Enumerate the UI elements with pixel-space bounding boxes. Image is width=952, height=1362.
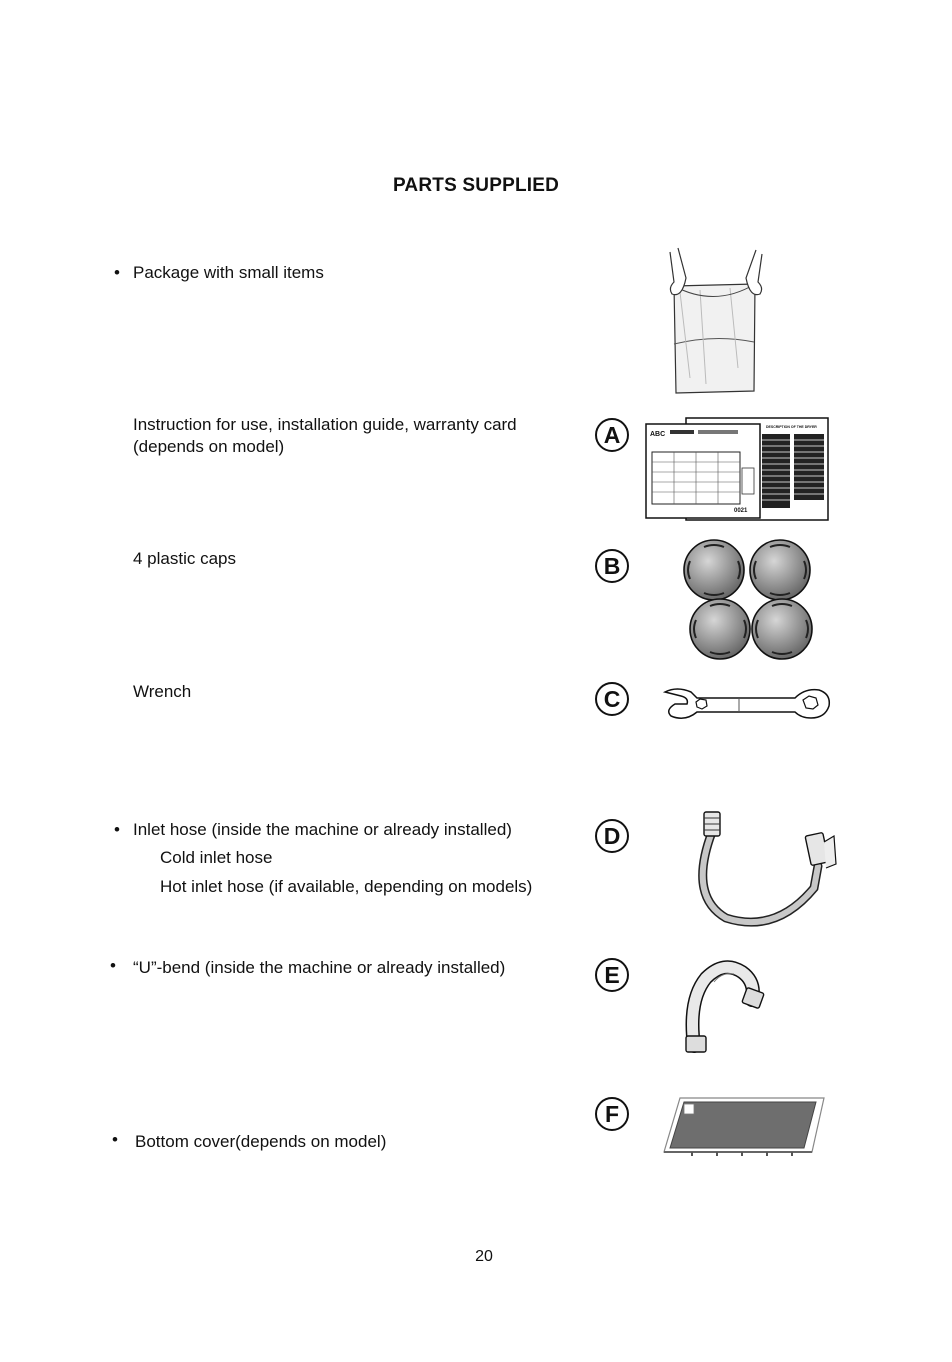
item-caps-label: 4 plastic caps xyxy=(133,549,236,568)
manual-code: 0021 xyxy=(734,508,748,514)
manual-cover-text: ABC xyxy=(650,431,666,438)
item-bottom-cover-label: Bottom cover(depends on model) xyxy=(135,1132,387,1151)
page-title: PARTS SUPPLIED xyxy=(392,175,560,196)
manual-page-heading: DESCRIPTION OF THE DRYER xyxy=(766,425,817,429)
bullet: • xyxy=(110,956,116,975)
bullet: • xyxy=(114,263,120,282)
item-wrench-label: Wrench xyxy=(133,682,192,701)
badge-b: B xyxy=(595,549,629,583)
badge-d: D xyxy=(595,819,629,853)
wrench-illustration xyxy=(663,684,833,724)
badge-a: A xyxy=(595,418,629,452)
item-u-bend-label: “U”-bend (inside the machine or already installed) xyxy=(133,958,506,977)
item-instructions-line2: (depends on model) xyxy=(133,437,285,456)
bullet: • xyxy=(114,820,120,839)
bullet: • xyxy=(112,1130,118,1149)
item-hot-inlet-hose: Hot inlet hose (if available, depending on models) xyxy=(160,877,533,896)
page-number: 20 xyxy=(475,1248,493,1265)
badge-e: E xyxy=(595,958,629,992)
item-inlet-hose-label: Inlet hose (inside the machine or already installed) xyxy=(133,820,512,839)
u-bend-illustration xyxy=(684,960,764,1056)
manuals-illustration xyxy=(644,416,830,524)
badge-f: F xyxy=(595,1097,629,1131)
plastic-caps-illustration xyxy=(680,537,816,661)
item-cold-inlet-hose: Cold inlet hose xyxy=(160,848,273,867)
inlet-hose-illustration xyxy=(686,806,836,930)
package-bag-illustration xyxy=(660,248,770,398)
badge-c: C xyxy=(595,682,629,716)
item-package-label: Package with small items xyxy=(133,263,324,282)
bottom-cover-illustration xyxy=(662,1096,828,1158)
item-instructions-line1: Instruction for use, installation guide, warranty card xyxy=(133,415,517,434)
